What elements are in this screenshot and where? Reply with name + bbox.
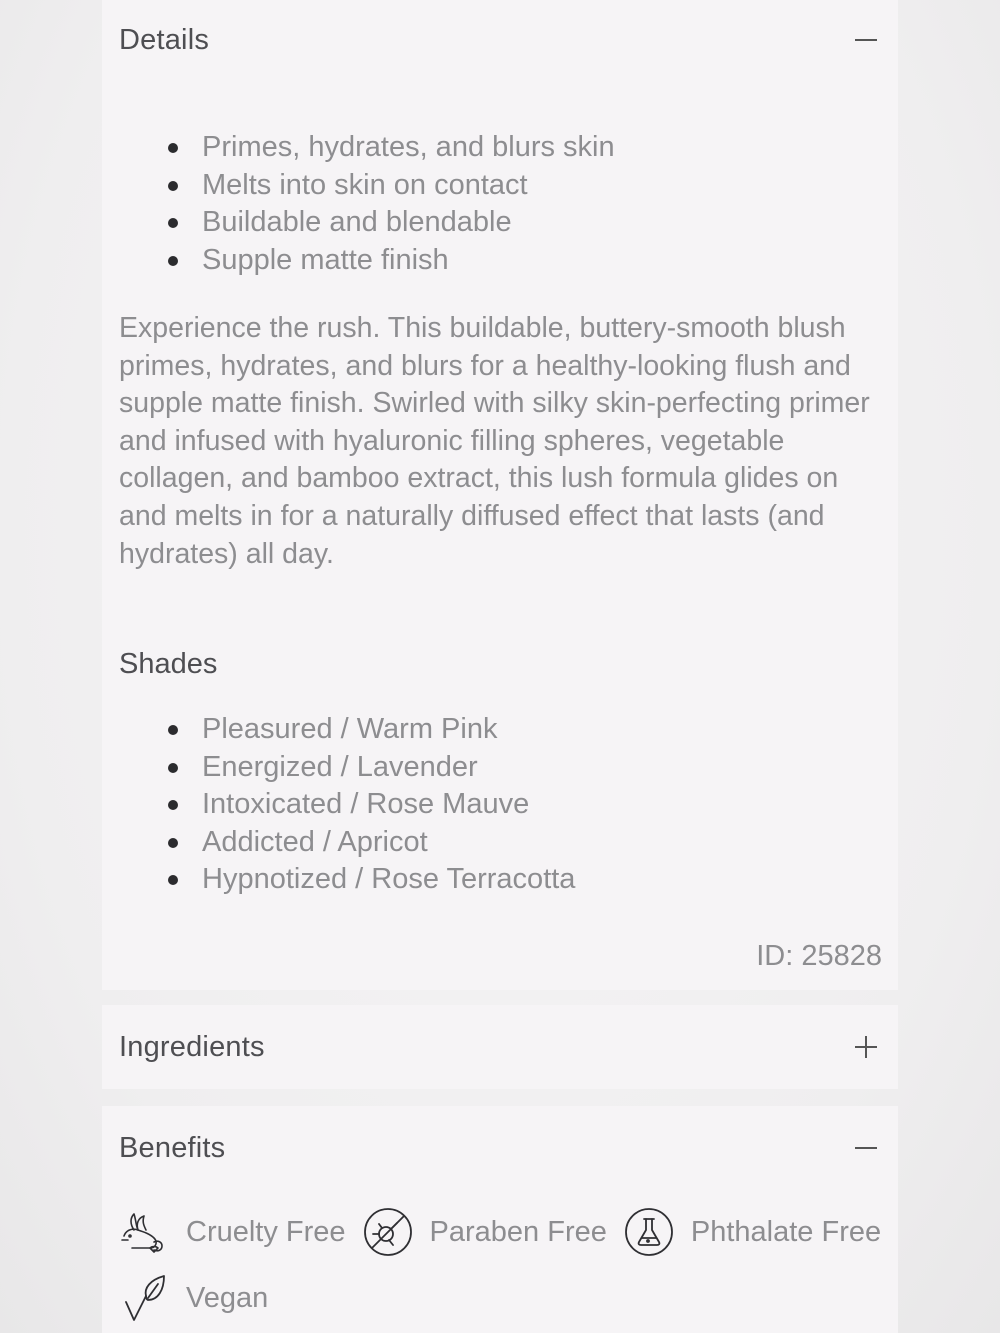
- benefit-label: Cruelty Free: [186, 1215, 346, 1248]
- product-id: ID: 25828: [756, 940, 882, 972]
- bunny-icon: [118, 1206, 170, 1258]
- list-item: Supple matte finish: [202, 242, 615, 280]
- minus-icon[interactable]: [854, 1136, 878, 1160]
- benefit-phthalate-free: [623, 1206, 881, 1258]
- benefits-title: Benefits: [119, 1131, 226, 1164]
- details-title: Details: [119, 23, 210, 56]
- list-item: Melts into skin on contact: [202, 167, 615, 205]
- flask-icon: [623, 1206, 675, 1258]
- list-item: Energized / Lavender: [202, 749, 575, 787]
- benefit-vegan: [118, 1272, 268, 1324]
- ingredients-section: [102, 1005, 898, 1089]
- benefit-cruelty-free: [118, 1206, 346, 1258]
- benefits-row: [118, 1272, 284, 1324]
- list-item: Buildable and blendable: [202, 204, 615, 242]
- minus-icon[interactable]: [854, 28, 878, 52]
- list-item: Pleasured / Warm Pink: [202, 711, 575, 749]
- shades-title: Shades: [119, 648, 218, 680]
- list-item: Addicted / Apricot: [202, 824, 575, 862]
- benefits-row: [118, 1206, 897, 1258]
- benefit-paraben-free: [362, 1206, 607, 1258]
- benefit-label: Vegan: [186, 1281, 269, 1314]
- details-header[interactable]: [119, 20, 878, 60]
- benefits-section: [102, 1106, 898, 1333]
- list-item: Hypnotized / Rose Terracotta: [202, 861, 575, 899]
- plus-icon[interactable]: [854, 1035, 878, 1059]
- shades-list: [202, 711, 575, 899]
- highlights-list: [202, 129, 615, 279]
- ingredients-title: Ingredients: [119, 1030, 265, 1063]
- benefit-label: Phthalate Free: [690, 1215, 882, 1248]
- details-section: [102, 0, 898, 990]
- benefit-label: Paraben Free: [429, 1215, 607, 1248]
- leaf-icon: [118, 1272, 170, 1324]
- benefits-header[interactable]: [119, 1128, 878, 1168]
- paraben-free-icon: [362, 1206, 414, 1258]
- ingredients-header[interactable]: [119, 1027, 878, 1067]
- product-description: Experience the rush. This buildable, buttery-smooth blush primes, hydrates, and blurs for a healthy-looking flush and supple matte finish. Swirled with silky skin-perfecting primer and infused with hyaluronic filling spheres, vegetable collagen, and bamboo extract, this lush formula glides on and melts in for a naturally diffused effect that lasts (and hydrates) all day.: [119, 312, 870, 570]
- list-item: Primes, hydrates, and blurs skin: [202, 129, 615, 167]
- list-item: Intoxicated / Rose Mauve: [202, 786, 575, 824]
